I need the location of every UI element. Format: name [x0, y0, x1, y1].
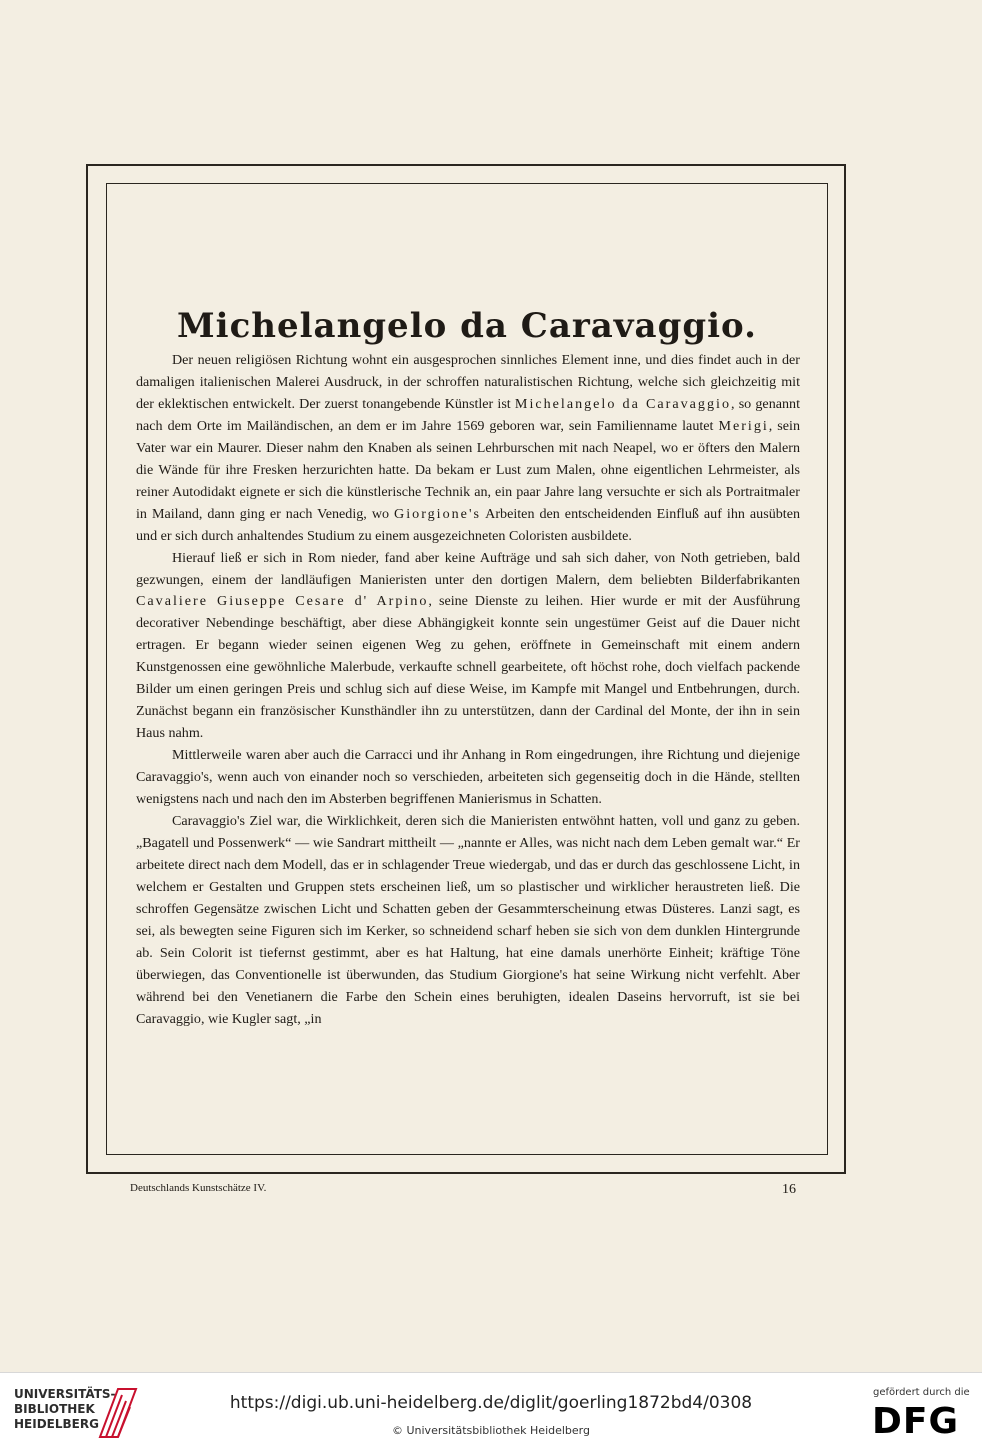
- artist-name: Michelangelo da Caravaggio: [514, 395, 731, 412]
- paragraph-2: Hierauf ließ er sich in Rom nieder, fand aber keine Aufträge und sah sich daher, von Noth getrieben, bald gezwungen, einem der landläufigen Manieristen unter den dortigen Malern, dem beliebten Bilderfabrikanten Cavaliere Giuseppe Cesare d' Arpino, seine Dienste zu leihen. Hier wurde er mit der Ausführung decorativer Nebendinge beschäftigt, aber diese Abhängigkeit konnte sein ungestümer Geist auf die Dauer nicht ertragen. Er begann wieder seinen eigenen Weg zu gehen, eröffnete in Gemeinschaft mit einem andern Kunstgenossen eine gewöhnliche Malerbude, verkaufte schnell gearbeitete, oft höchst rohe, doch vielfach packende Bilder um einen geringen Preis und schlug sich auf diese Weise, im Kampfe mit Mangel und Entbehrungen, durch. Zunächst begann ein französischer Kunsthändler ihn zu unterstützen, dann der Cardinal del Monte, der ihn in sein Haus nahm.: [136, 549, 800, 742]
- paragraph-1: Der neuen religiösen Richtung wohnt ein ausgesprochen sinnliches Element inne, und dies findet auch in der damaligen italienischen Malerei Ausdruck, in der schroffen naturalistischen Richtung, welche sich gleichzeitig mit der eklektischen entwickelt. Der zuerst tonangebende Künstler ist Michelangelo da Caravaggio, so genannt nach dem Orte im Mailändischen, an dem er im Jahre 1569 geboren war, sein Familienname lautet Merigi, sein Vater war ein Maurer. Dieser nahm den Knaben als seinen Lehrburschen mit nach Neapel, wo er öfters den Malern die Wände für ihre Fresken herzurichten hatte. Da bekam er Lust zum Malen, ohne eigentlichen Lehrmeister, als reiner Autodidakt eignete er sich die künstlerische Technik an, ein paar Jahre lang versuchte er sich als Portraitmaler in Mailand, dann ging er nach Venedig, wo Giorgione's Arbeiten den entscheidenden Einfluß auf ihn ausübten und er sich durch anhaltendes Studium zu einem ausgezeichneten Coloristen ausbildete.: [136, 352, 801, 544]
- paragraph-3: Mittlerweile waren aber auch die Carracci und ihr Anhang in Rom eingedrungen, ihre Richtung und diejenige Caravaggio's, wenn auch von einander noch so verschieden, arbeiteten sich gegenseitig doch in die Hände, stellten wenigstens nach und nach den im Absterben begriffenen Manierismus in Schatten.: [136, 747, 800, 808]
- arpino-name: Cavaliere Giuseppe Cesare d' Arpino: [136, 593, 429, 610]
- permalink-url[interactable]: https://digi.ub.uni-heidelberg.de/diglit/goerling1872bd4/0308: [229, 1393, 753, 1413]
- library-logo-text[interactable]: UNIVERSITÄTS- BIBLIOTHEK HEIDELBERG: [14, 1387, 116, 1431]
- body-text: [136, 350, 800, 1031]
- copyright-notice: © Universitätsbibliothek Heidelberg: [391, 1424, 590, 1437]
- paragraph-4: Caravaggio's Ziel war, die Wirklichkeit, deren sich die Manieristen entwöhnt hatten, voll und ganz zu geben. „Bagatell und Possenwerk“ — wie Sandrart mittheilt — „nannte er Alles, was nicht nach dem Leben gemalt war.“ Er arbeitete direct nach dem Modell, das er in schlagender Treue wiedergab, und das er durch das geschlossene Licht, in welchem er Gestalten und Gruppen stets erscheinen ließ, um so plastischer und wirklicher heraustreten ließ. Die schroffen Gegensätze zwischen Licht und Schatten geben der Gesammterscheinung etwas Düsteres. Lanzi sagt, es sei, als bewegten seine Figuren sich im Kerker, so schneidend scharf heben sie sich von dem dunklen Hintergrunde ab. Sein Colorit ist tiefernst gestimmt, aber es hat Haltung, hat eine damals unerhörte Einheit; kräftige Töne überwiegen, das Conventionelle ist überwunden, das Studium Giorgione's hat seine Wirkung nicht verfehlt. Aber während bei den Venetianern die Farbe den Schein eines beruhigten, idealen Daseins hervorruft, ist sie bei Caravaggio, wie Kugler sagt, „in: [136, 813, 800, 1027]
- dfg-logo[interactable]: DFG: [872, 1401, 960, 1442]
- page-number: 16: [782, 1182, 796, 1197]
- giorgione-name: Giorgione's: [394, 505, 481, 522]
- signature-line: Deutschlands Kunstschätze IV.: [130, 1182, 267, 1194]
- family-name: Merigi: [718, 417, 769, 434]
- viewer-footer-bar: [0, 1372, 982, 1450]
- funding-label: gefördert durch die: [873, 1387, 970, 1398]
- page-title: Michelangelo da Caravaggio.: [177, 306, 757, 346]
